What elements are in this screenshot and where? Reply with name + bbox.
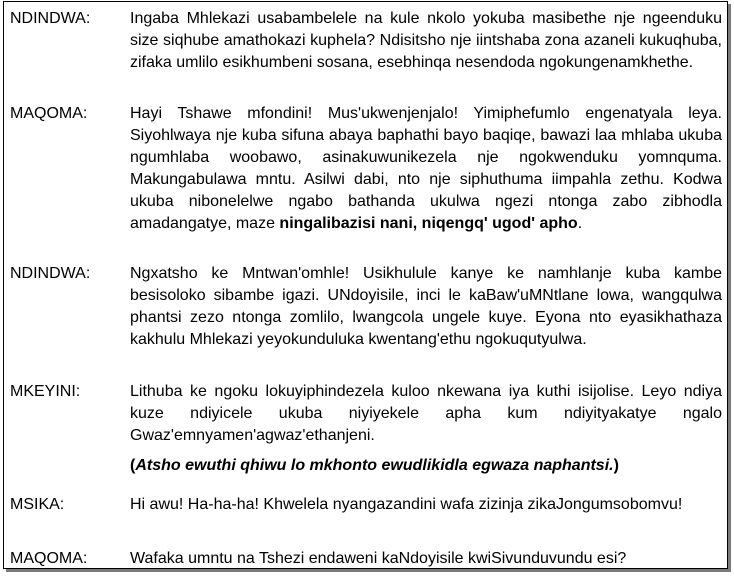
- speaker-label: MAQOMA:: [10, 550, 88, 567]
- speaker-label: MAQOMA:: [10, 105, 88, 122]
- dialogue-text-tail: .: [577, 215, 583, 232]
- dialogue-text-bold: ningalibazisi nani, niqengq' ugod' apho: [279, 215, 578, 232]
- stage-direction-text: Atsho ewuthi qhiwu lo mkhonto ewudlikidla egwaza naphantsi.: [135, 457, 614, 474]
- dialogue-text: Lithuba ke ngoku lokuyiphindezela kuloo nkewana iya kuthi isijolise. Leyo ndiya kuze ndiyicele ukuba niyiyekele apha kum ndiyityakatye ngalo Gwaz'emnyamen'agwaz'ethanjeni.: [130, 383, 722, 444]
- dialogue-text: Hi awu! Ha-ha-ha! Khwelela nyangazandini wafa zizinja zikaJongumsobomvu!: [130, 496, 683, 513]
- stage-close-paren: ): [613, 457, 619, 474]
- dialogue-text: [130, 103, 722, 235]
- stage-direction: [130, 455, 722, 477]
- dialogue-text: Ingaba Mhlekazi usabambelele na kule nkolo yokuba masibethe nje ngeenduku size siqhube amathokazi kuphela? Ndisitsho nje iintshaba zona azaneli kukuqhuba, zifaka umlilo esikhumbeni sosana, esebhinqa nesendoda ngokungenamkhethe.: [130, 10, 722, 71]
- speaker-label: NDINDWA:: [10, 10, 91, 27]
- dialogue-text: Wafaka umntu na Tshezi endaweni kaNdoyisile kwiSivunduvundu esi?: [130, 550, 627, 567]
- speaker-label: NDINDWA:: [10, 265, 91, 282]
- script-page: [3, 1, 728, 569]
- dialogue-text: Ngxatsho ke Mntwan'omhle! Usikhulule kanye ke namhlanje kuba kambe besisoloko sibambe igazi. UNdoyisile, inci le kaBaw'uMNtlane lowa, wangqulwa phantsi zezo ntonga zomlilo, lwangcola ungele kuye. Eyona nto eyasikhathaza kakhulu Mhlekazi yeyokunduluka kwentang'ethu ngokuqutyulwa.: [130, 265, 722, 348]
- stage-open-paren: (: [130, 457, 136, 474]
- dialogue-text-plain: Hayi Tshawe mfondini! Mus'ukwenjenjalo! Yimiphefumlo engenatyala leya. Siyohlwaya nje kuba sifuna abaya baphathi bayo baqiqe, bawazi laa mhlaba ukuba ngumhlaba woobawo, asinakuwunikezela nje ngokwenduku yomnquma. Makungabulawa mntu. Asilwi dabi, nto nje siphuthuma iimpahla zethu. Kodwa ukuba nibonelelwe ngabo bathanda ukulwa ngezi ntonga zabo zibhodla amadangatye, maze: [130, 105, 722, 232]
- speaker-label: MKEYINI:: [10, 383, 81, 400]
- speaker-label: MSIKA:: [10, 496, 65, 513]
